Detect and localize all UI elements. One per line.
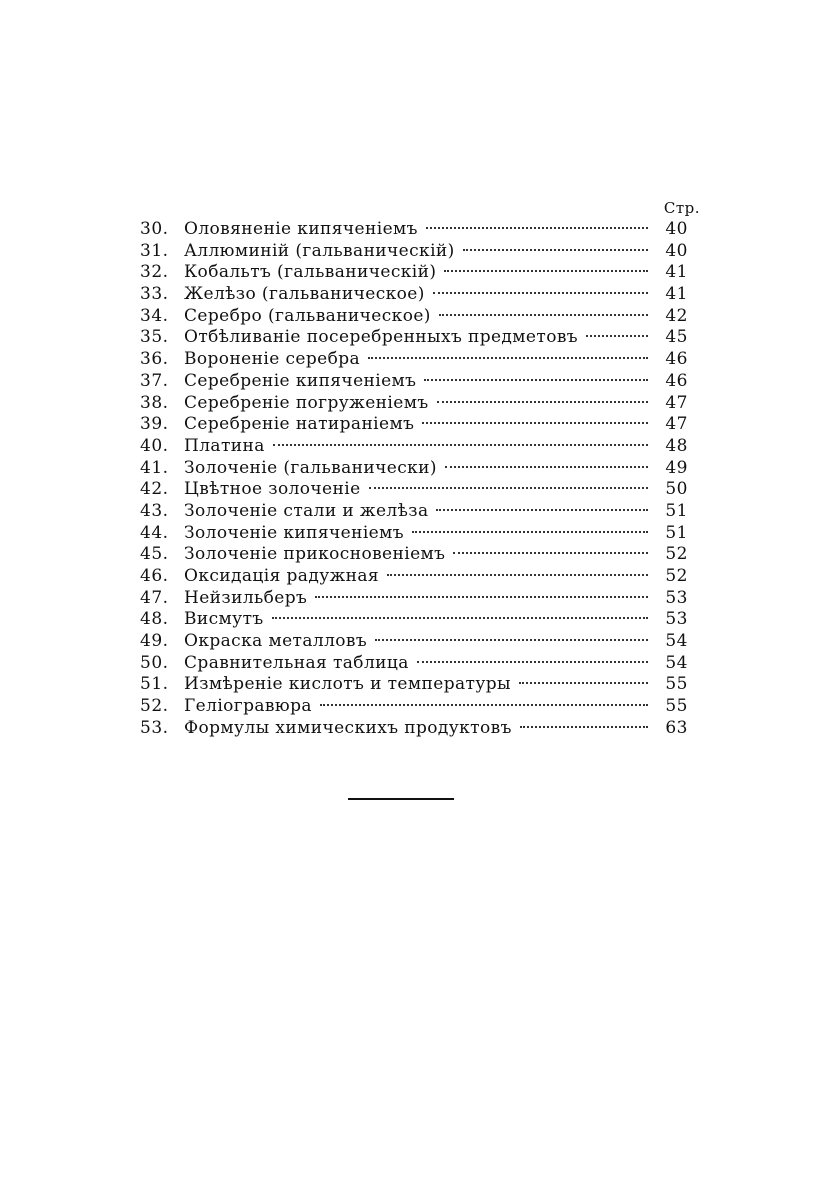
toc-entry [140,674,688,696]
entry-number: 36. [140,349,169,370]
dot-leader [369,487,648,489]
entry-title: Сравнительная таблица [184,652,409,673]
entry-page: 42 [665,305,688,326]
entry-number: 39. [140,414,169,435]
toc-entry [140,349,688,371]
entry-number: 43. [140,500,169,521]
entry-number: 46. [140,566,169,586]
entry-title: Оловяненіе кипяченіемъ [184,219,418,239]
toc-entry [140,718,688,740]
toc-entry [140,588,688,610]
dot-leader [368,357,648,359]
entry-number: 51. [140,674,169,695]
entry-number: 38. [140,392,169,413]
entry-page: 47 [665,414,688,435]
toc-entry [140,653,688,675]
toc-entry [140,566,688,588]
entry-page: 53 [665,587,688,608]
toc-entry [140,609,688,631]
entry-title: Формулы химическихъ продуктовъ [184,717,512,738]
entry-title: Серебро (гальваническое) [184,305,431,326]
dot-leader [445,466,648,468]
entry-number: 49. [140,631,169,652]
entry-number: 42. [140,479,169,500]
dot-leader [520,726,648,728]
entry-title: Золоченіе кипяченіемъ [184,522,404,543]
entry-title: Золоченіе (гальванически) [184,457,437,478]
toc-entry [140,306,688,328]
entry-page: 55 [665,674,688,695]
entry-page: 55 [665,696,688,717]
entry-title: Измѣреніе кислотъ и температуры [184,674,511,695]
dot-leader [412,531,648,533]
entry-page: 40 [665,219,688,239]
entry-number: 32. [140,262,169,283]
entry-number: 52. [140,696,169,717]
dot-leader [424,379,648,381]
entry-page: 41 [665,284,688,305]
entry-page: 51 [665,500,688,521]
entry-page: 48 [665,435,688,456]
toc-entry [140,501,688,523]
entry-number: 37. [140,370,169,391]
toc-entry [140,696,688,718]
entry-title: Кобальтъ (гальваническій) [184,262,437,283]
entry-page: 52 [665,566,688,586]
dot-leader [463,249,648,251]
entry-number: 47. [140,587,169,608]
dot-leader [437,401,648,403]
entry-page: 53 [665,609,688,630]
entry-number: 53. [140,717,169,738]
dot-leader [320,704,648,706]
toc-entry [140,544,688,566]
toc-entry [140,284,688,306]
entry-page: 51 [665,522,688,543]
entry-title: Серебреніе кипяченіемъ [184,370,417,391]
entry-title: Окраска металловъ [184,631,368,652]
toc-entry [140,414,688,436]
dot-leader [444,270,648,272]
entry-number: 35. [140,327,169,348]
entry-title: Оксидація радужная [184,566,380,586]
entry-number: 44. [140,522,169,543]
entry-page: 46 [665,370,688,391]
entry-number: 30. [140,219,169,239]
entry-page: 49 [665,457,688,478]
entry-title: Вороненіе серебра [184,349,361,370]
dot-leader [519,682,648,684]
entry-title: Золоченіе прикосновеніемъ [184,544,446,565]
dot-leader [417,661,648,663]
entry-title: Желѣзо (гальваническое) [184,284,425,305]
entry-number: 45. [140,544,169,565]
entry-page: 45 [665,327,688,348]
toc-entry [140,241,688,263]
toc-entry [140,262,688,284]
entry-number: 50. [140,652,169,673]
dot-leader [433,292,648,294]
entry-page: 63 [665,717,688,738]
dot-leader [315,596,648,598]
entry-title: Цвѣтное золоченіе [184,479,361,500]
entry-page: 52 [665,544,688,565]
entry-number: 40. [140,435,169,456]
entry-title: Серебреніе погруженіемъ [184,392,429,413]
toc-entry [140,327,688,349]
toc-entry [140,393,688,415]
entry-page: 54 [665,652,688,673]
dot-leader [586,335,648,337]
toc-entry [140,219,688,241]
dot-leader [436,509,648,511]
dot-leader [375,639,648,641]
dot-leader [426,227,648,229]
entry-title: Геліогравюра [184,696,312,717]
entry-page: 50 [665,479,688,500]
entry-number: 34. [140,305,169,326]
entry-title: Серебреніе натираніемъ [184,414,415,435]
dot-leader [453,552,648,554]
table-of-contents [140,219,688,740]
entry-number: 48. [140,609,169,630]
dot-leader [387,574,648,576]
entry-title: Висмутъ [184,609,264,630]
end-rule-divider [348,798,454,800]
entry-number: 31. [140,240,169,261]
dot-leader [272,617,648,619]
entry-page: 54 [665,631,688,652]
page-column-label: Стр. [663,199,700,217]
entry-title: Нейзильберъ [184,587,308,608]
entry-page: 46 [665,349,688,370]
entry-number: 41. [140,457,169,478]
dot-leader [439,314,648,316]
entry-title: Отбѣливаніе посеребренныхъ предметовъ [184,327,579,348]
toc-entry [140,479,688,501]
entry-title: Аллюминій (гальваническій) [184,240,455,261]
toc-entry [140,458,688,480]
entry-page: 47 [665,392,688,413]
toc-entry [140,631,688,653]
entry-page: 41 [665,262,688,283]
entry-page: 40 [665,240,688,261]
toc-entry [140,523,688,545]
toc-entry [140,371,688,393]
dot-leader [273,444,648,446]
entry-title: Золоченіе стали и желѣза [184,500,429,521]
entry-title: Платина [184,435,265,456]
toc-entry [140,436,688,458]
entry-number: 33. [140,284,169,305]
dot-leader [422,422,648,424]
